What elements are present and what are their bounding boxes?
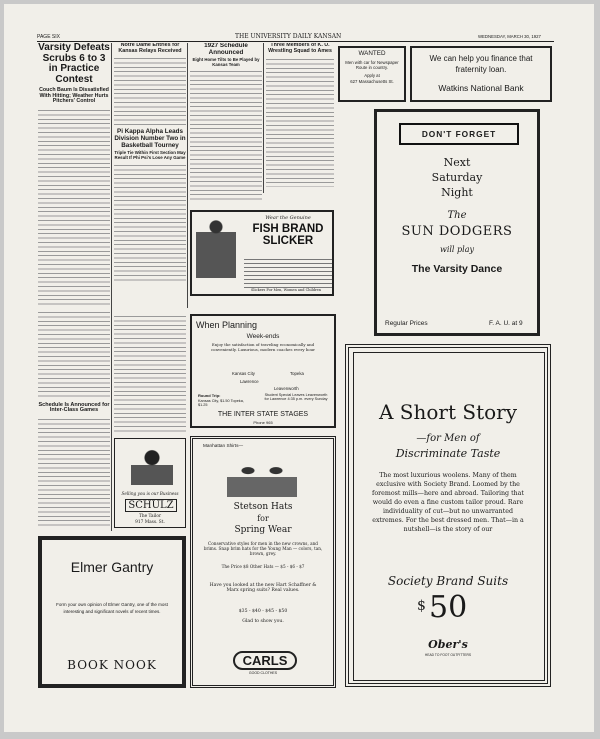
article-varsity-defeats-scrubs bbox=[38, 43, 110, 533]
article-body bbox=[38, 417, 110, 527]
stetson-for: for bbox=[257, 514, 269, 523]
dance-the: The bbox=[447, 210, 467, 221]
stetson-body: Conservative styles for men in the new crowns, and brims. Snap brim hats for the Young Man — colors, tan, brown, grey. bbox=[203, 541, 323, 556]
student-special: Student Special Leaves Leavenworth for Lawrence 4:35 p.m. every Sunday bbox=[264, 393, 328, 401]
dance-fau: F. A. U. at 9 bbox=[489, 320, 523, 327]
two-men-illustration bbox=[227, 453, 297, 497]
stages-phone: Phone 965 bbox=[253, 420, 273, 425]
dance-next: Next bbox=[443, 156, 471, 169]
headline: Three Members of K. U. Wrestling Squad to Ames bbox=[268, 43, 332, 54]
schulz-address: 917 Mass. St. bbox=[135, 520, 165, 525]
schulz-tailor-ad bbox=[114, 438, 186, 528]
round-trip-label: Round Trip: bbox=[198, 393, 221, 398]
dance-saturday: Saturday bbox=[431, 171, 483, 184]
slicker-figure bbox=[196, 218, 236, 292]
book-nook-name: BOOK NOOK bbox=[67, 658, 157, 672]
article-body bbox=[190, 69, 262, 203]
stages-company: THE INTER STATE STAGES bbox=[217, 411, 309, 418]
city-leavenworth: Leavenworth bbox=[274, 386, 299, 391]
column-divider bbox=[111, 43, 112, 531]
stetson-suit-prices: $35 - $40 - $45 - $50 bbox=[238, 609, 288, 614]
fish-brand-title: FISH BRAND SLICKER bbox=[252, 223, 324, 248]
watkins-line1: We can help you finance that bbox=[429, 54, 533, 63]
wanted-ad bbox=[338, 46, 406, 102]
elmer-gantry-ad bbox=[38, 536, 186, 688]
round-trip-rates: Kansas City, $1.50 Topeka, $1.25 bbox=[198, 399, 244, 407]
subheadline: Triple Tie Within First Section May Result If Phi Psi's Lose Any Game bbox=[114, 150, 186, 160]
obers-logo: Ober's bbox=[428, 638, 468, 651]
city-kansas-city: Kansas City bbox=[232, 371, 255, 376]
dance-night: Night bbox=[441, 186, 473, 199]
dance-band-name: SUN DODGERS bbox=[401, 224, 513, 239]
article-body bbox=[266, 57, 334, 187]
wanted-address: 627 Massachusetts St. bbox=[350, 79, 394, 84]
page-number: PAGE SIX bbox=[37, 34, 60, 40]
header-rule bbox=[37, 41, 554, 42]
short-story-sub1: —for Men of bbox=[416, 433, 480, 444]
wanted-title: WANTED bbox=[358, 50, 386, 57]
article-body bbox=[114, 163, 186, 283]
schulz-name: SCHULZ bbox=[125, 499, 177, 512]
planning-weekends: Week-ends bbox=[246, 333, 280, 340]
article-continued bbox=[114, 314, 186, 432]
planning-title: When Planning bbox=[196, 320, 258, 330]
subheadline: Eight Home Tilts to Be Played by Kansas Team bbox=[192, 57, 260, 67]
carls-sub: GOOD CLOTHES bbox=[248, 671, 278, 675]
headline: Notre Dame Entries for Kansas Relays Received bbox=[118, 43, 182, 54]
short-story-sub2: Discriminate Taste bbox=[395, 447, 501, 460]
stetson-price: The Price $8 Other Hats — $5 - $6 - $7 bbox=[221, 564, 305, 569]
fish-brand-slicker-ad bbox=[190, 210, 334, 296]
watkins-bank-name: Watkins National Bank bbox=[438, 83, 524, 93]
inter-state-stages-ad bbox=[190, 314, 336, 428]
masthead-title: THE UNIVERSITY DAILY KANSAN bbox=[235, 33, 342, 40]
headline: 1927 Schedule Announced bbox=[204, 43, 248, 56]
society-brand-suits: Society Brand Suits bbox=[387, 574, 509, 588]
article-notre-dame-entries bbox=[114, 43, 186, 305]
fish-brand-top: Wear the Genuine bbox=[265, 215, 311, 221]
stetson-question: Have you looked at the new Hart Schaffner & Marx spring suits? Real values. bbox=[209, 583, 317, 594]
subheadline: Couch Baum Is Dissatisfied With Hitting; Weather Hurts Pitchers' Control bbox=[39, 87, 109, 105]
elmer-gantry-title: Elmer Gantry bbox=[70, 559, 154, 575]
fish-brand-text bbox=[244, 256, 332, 288]
city-topeka: Topeka bbox=[290, 371, 304, 376]
column-divider bbox=[187, 43, 188, 308]
stetson-spring-wear: Spring Wear bbox=[234, 525, 292, 535]
obers-sub: HEAD TO FOOT OUTFITTERS bbox=[424, 653, 472, 657]
dance-prices: Regular Prices bbox=[385, 320, 428, 327]
price-dollar: $ bbox=[417, 598, 426, 614]
short-story-body: The most luxurious woolens. Many of them exclusive with Society Brand. Loomed by the foremost mills—here and abroad. Tailoring that would do even a fine custom tailor proud. Rare individuality of cut—but no unwarranted extremes. For the best dressed men. That—in a nutshell—is the story of our bbox=[372, 472, 524, 533]
fish-brand-sub: Slickers For Men, Women and Children bbox=[251, 288, 321, 292]
article-body bbox=[38, 310, 110, 400]
headline: Varsity Defeats Scrubs 6 to 3 in Practice Contest bbox=[38, 43, 110, 85]
article-1927-schedule bbox=[190, 43, 262, 203]
headline: Pi Kappa Alpha Leads Division Number Two in Basketball Tourney bbox=[114, 128, 186, 149]
dance-event-name: The Varsity Dance bbox=[411, 263, 503, 275]
subheadline: Schedule Is Announced for Inter-Class Games bbox=[38, 401, 110, 414]
varsity-dance-ad bbox=[374, 109, 540, 336]
carls-logo: CARLS bbox=[233, 651, 297, 670]
dont-forget-banner: DON'T FORGET bbox=[399, 123, 519, 145]
wanted-body: Men with car for Newspaper Route in country. bbox=[345, 60, 399, 70]
planning-body: Enjoy the satisfaction of traveling economically and conveniently. Luxurious, modern coaches every hour bbox=[210, 342, 316, 352]
stetson-top: Manhattan Shirts— bbox=[203, 443, 244, 448]
wanted-apply: Apply at bbox=[364, 73, 380, 78]
header-date: WEDNESDAY, MARCH 30, 1927 bbox=[478, 34, 541, 39]
stetson-title: Stetson Hats bbox=[233, 502, 293, 512]
elmer-gantry-body: Form your own opinion of Elmer Gantry, one of the most interesting and significant novels of recent times. bbox=[56, 602, 168, 614]
schulz-tagline: Selling you is our Business bbox=[121, 491, 179, 496]
stetson-hats-ad bbox=[190, 436, 336, 688]
price-amount: 50 bbox=[429, 590, 468, 625]
column-divider bbox=[263, 43, 264, 193]
tailor-illustration bbox=[131, 443, 173, 485]
article-body bbox=[38, 108, 110, 308]
city-lawrence: Lawrence bbox=[240, 379, 259, 384]
article-body bbox=[114, 314, 186, 432]
short-story-title: A Short Story bbox=[378, 400, 518, 424]
watkins-bank-ad bbox=[410, 46, 552, 102]
schulz-sub: The Tailor bbox=[138, 514, 162, 519]
article-wrestling-squad bbox=[266, 43, 334, 193]
article-body bbox=[114, 56, 186, 126]
watkins-line2: fraternity loan. bbox=[455, 65, 507, 74]
short-story-ad bbox=[345, 344, 551, 687]
stetson-glad: Glad to show you. bbox=[242, 619, 284, 624]
dance-will-play: will play bbox=[439, 245, 475, 254]
